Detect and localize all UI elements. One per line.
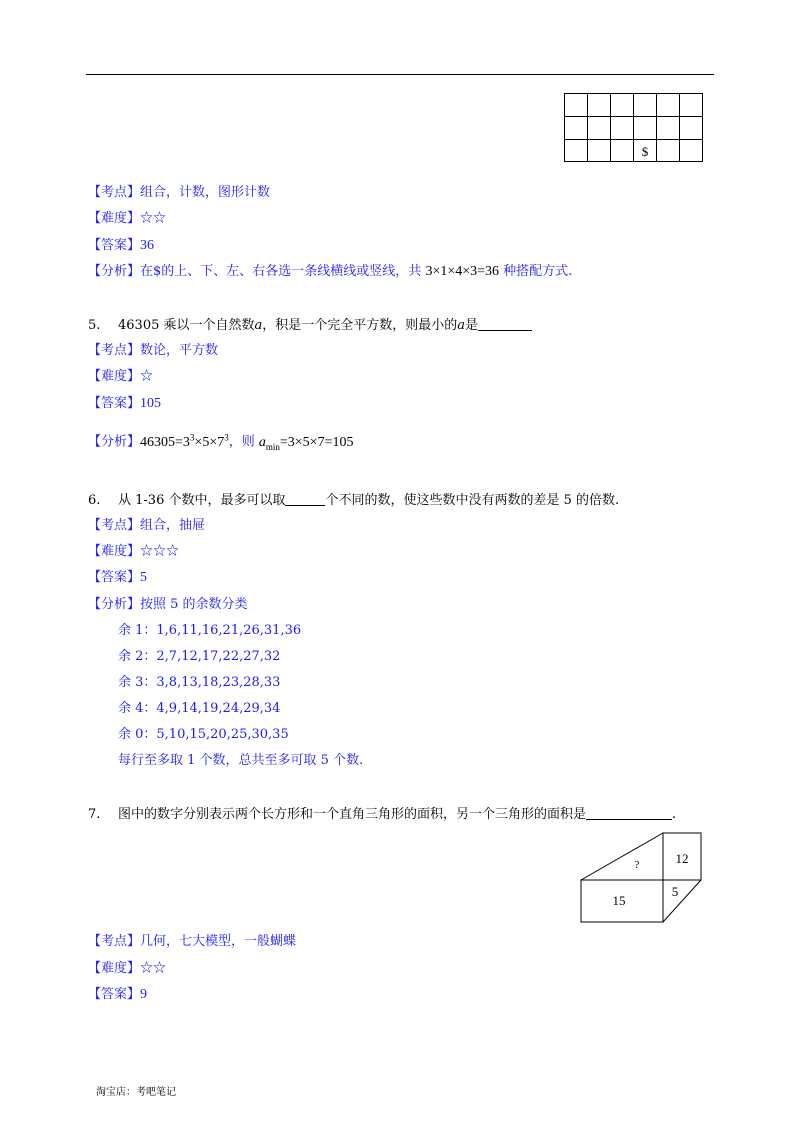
q6-stem: 6. 从 1-36 个数中，最多可以取 个不同的数，使这些数中没有两数的差是 5 的倍数. bbox=[88, 493, 620, 508]
q6-kaodian: 【考点】组合，抽屉 bbox=[88, 518, 206, 533]
q5-fenxi: 【分析】$46305=3^3\times 5\times 7^3$，则 $a_{min}=3\times 5\times 7=105$ bbox=[88, 432, 354, 452]
q6-row-2: 余 2：2,7,12,17,22,27,32 bbox=[118, 649, 281, 664]
q6-daan: 【答案】5 bbox=[88, 570, 148, 585]
grid-marker: $ bbox=[641, 144, 649, 159]
footer-shop: 淘宝店：考吧笔记 bbox=[96, 1087, 176, 1098]
label-5: 5 bbox=[671, 884, 679, 899]
q4-nandu: 【难度】☆☆ bbox=[88, 211, 167, 226]
label-15: 15 bbox=[612, 893, 626, 908]
q7-nandu: 【难度】☆☆ bbox=[88, 961, 167, 976]
q4-daan: 【答案】36 bbox=[88, 238, 155, 253]
q6-answer-blank[interactable] bbox=[285, 491, 325, 506]
q7-answer-blank[interactable] bbox=[586, 805, 672, 820]
q7-daan: 【答案】9 bbox=[88, 987, 148, 1002]
q5-kaodian: 【考点】数论，平方数 bbox=[88, 343, 219, 358]
header-rule bbox=[86, 74, 714, 75]
q6-fenxi: 【分析】按照 5 的余数分类 bbox=[88, 597, 248, 612]
q4-fenxi: 【分析】在$的上、下、左、右各选一条线横线或竖线，共 3×1×4×3=36 种搭配方式. bbox=[88, 264, 573, 279]
right-triangle-edge bbox=[663, 880, 701, 922]
q6-row-3: 余 3：3,8,13,18,23,28,33 bbox=[118, 675, 281, 690]
q5-nandu: 【难度】☆ bbox=[88, 369, 154, 384]
grid-figure bbox=[564, 93, 704, 163]
q4-kaodian: 【考点】组合，计数，图形计数 bbox=[88, 185, 271, 200]
q6-nandu: 【难度】☆☆☆ bbox=[88, 544, 180, 559]
q7-stem: 7. 图中的数字分别表示两个长方形和一个直角三角形的面积，另一个三角形的面积是 . bbox=[88, 807, 677, 822]
geometry-figure bbox=[578, 830, 704, 924]
grid-lines bbox=[564, 93, 703, 162]
q5-stem: 5. 46305 乘以一个自然数a，积是一个完全平方数，则最小的a是 bbox=[88, 316, 532, 335]
q7-kaodian: 【考点】几何，七大模型，一般蝴蝶 bbox=[88, 934, 297, 949]
q6-conclusion: 每行至多取 1 个数，总共至多可取 5 个数. bbox=[118, 753, 364, 768]
label-12: 12 bbox=[675, 851, 689, 866]
label-question: ? bbox=[634, 859, 640, 871]
upper-triangle-edge bbox=[581, 833, 663, 880]
q6-row-0: 余 0：5,10,15,20,25,30,35 bbox=[118, 727, 289, 742]
q5-daan: 【答案】105 bbox=[88, 396, 162, 411]
q6-row-4: 余 4：4,9,14,19,24,29,34 bbox=[118, 701, 281, 716]
q6-row-1: 余 1：1,6,11,16,21,26,31,36 bbox=[118, 623, 302, 638]
q5-answer-blank[interactable] bbox=[478, 316, 532, 331]
